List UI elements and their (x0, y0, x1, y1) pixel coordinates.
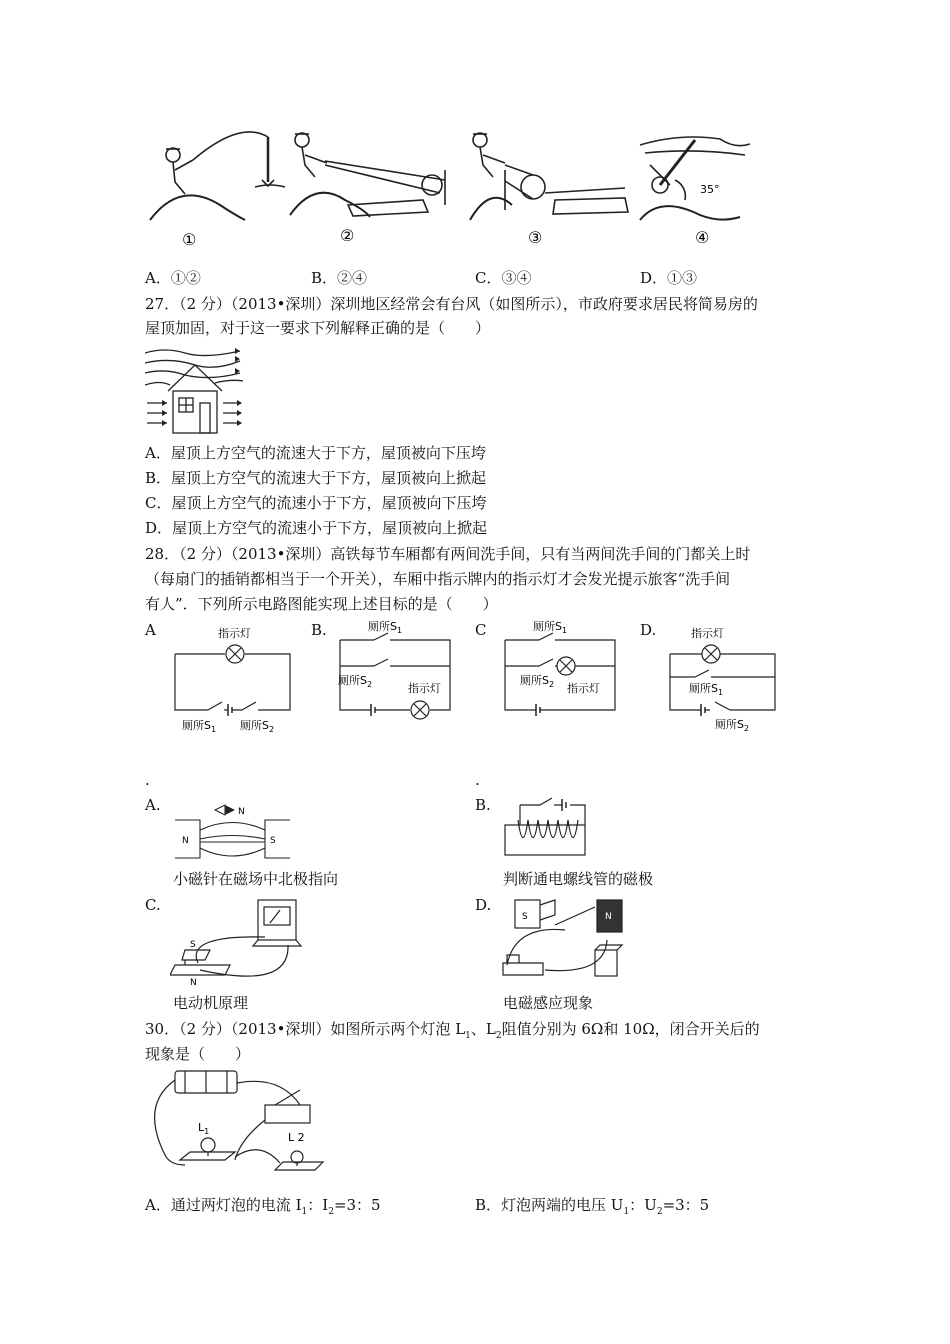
q30-stem-line2: 现象是（ ） (145, 1045, 251, 1063)
q28-option-d-letter[interactable]: D. (640, 621, 657, 639)
fig-label-1: ① (182, 230, 197, 249)
q29-magnet-figure (170, 800, 300, 862)
q29-option-c-letter[interactable]: C. (145, 896, 161, 914)
lamp-label: 指示灯 (567, 682, 600, 695)
q28-option-c-letter[interactable]: C (475, 621, 487, 639)
q29-caption-d: 电磁感应现象 (503, 994, 594, 1012)
q29-motor-figure (170, 895, 310, 985)
q28-option-a-letter[interactable]: A (145, 621, 156, 639)
q27-option-a[interactable]: A．屋顶上方空气的流速大于下方，屋顶被向下压垮 (145, 444, 486, 462)
switch-s1-label: 厕所$S_1$ (182, 719, 217, 734)
motor-n-label: N (190, 978, 197, 985)
q28-circuit-c (495, 616, 625, 728)
q27-stem-line2: 屋顶加固，对于这一要求下列解释正确的是（ ） (145, 319, 491, 337)
q28-circuit-b (330, 616, 460, 728)
q30-stem-line1: 30．（2 分）（2013•深圳）如图所示两个灯泡 $L_1$、$L_2$阻值分别为 6Ω和 10Ω，闭合开关后的 (145, 1020, 760, 1041)
q29-caption-a: 小磁针在磁场中北极指向 (173, 870, 339, 888)
lamp-l1-label: $L_1$ (198, 1121, 210, 1136)
q26-figure (140, 125, 760, 255)
q29-caption-c: 电动机原理 (173, 994, 249, 1012)
angle-label: 35° (700, 183, 720, 196)
q30-circuit-figure (140, 1065, 340, 1185)
magnet-s-label: S (270, 836, 276, 846)
q28-circuit-a (170, 622, 300, 734)
q29-option-d-letter[interactable]: D. (475, 896, 492, 914)
q27-stem-line1: 27．（2 分）（2013•深圳）深圳地区经常会有台风（如图所示），市政府要求居民将简易房的 (145, 295, 758, 313)
q27-option-b[interactable]: B．屋顶上方空气的流速大于下方，屋顶被向上掀起 (145, 469, 487, 487)
q28-stem-line1: 28．（2 分）（2013•深圳）高铁每节车厢都有两间洗手间，只有当两间洗手间的门都关上时 (145, 545, 751, 563)
q27-option-d[interactable]: D．屋顶上方空气的流速小于下方，屋顶被向上掀起 (145, 519, 488, 537)
q28-dot-right: . (475, 771, 480, 789)
q26-option-b[interactable]: B．②④ (311, 269, 368, 287)
q29-solenoid-figure (500, 795, 600, 860)
fig-label-2: ② (340, 226, 355, 245)
induction-s-label: S (522, 912, 528, 922)
fig-label-3: ③ (528, 228, 543, 247)
q27-option-c[interactable]: C．屋顶上方空气的流速小于下方，屋顶被向下压垮 (145, 494, 487, 512)
needle-n-label: N (238, 807, 245, 817)
q27-house-figure (145, 343, 245, 435)
q28-dot-left: . (145, 771, 150, 789)
induction-n-label: N (605, 912, 612, 922)
fig-label-4: ④ (695, 228, 710, 247)
q26-option-a[interactable]: A．①② (145, 269, 201, 287)
switch-s1-label: 厕所$S_1$ (689, 682, 724, 697)
q29-caption-b: 判断通电螺线管的磁极 (503, 870, 654, 888)
lamp-label: 指示灯 (408, 682, 441, 695)
switch-s2-label: 厕所$S_2$ (520, 674, 555, 689)
q26-option-c[interactable]: C．③④ (475, 269, 532, 287)
q29-option-b-letter[interactable]: B. (475, 796, 491, 814)
switch-s1-label: 厕所$S_1$ (368, 620, 403, 635)
q28-stem-line3: 有人”．下列所示电路图能实现上述目标的是（ ） (145, 595, 498, 613)
q29-option-a-letter[interactable]: A. (145, 796, 161, 814)
lamp-l2-label: L 2 (288, 1131, 305, 1144)
q28-option-b-letter[interactable]: B. (311, 621, 327, 639)
switch-s1-label: 厕所$S_1$ (533, 620, 568, 635)
q30-option-b[interactable]: B．灯泡两端的电压 $U_1$：$U_2=3$：5 (475, 1196, 710, 1217)
q30-option-a[interactable]: A．通过两灯泡的电流 $I_1$：$I_2=3$：5 (145, 1196, 381, 1217)
q28-stem-line2: （每扇门的插销都相当于一个开关），车厢中指示牌内的指示灯才会发光提示旅客“洗手间 (145, 570, 731, 588)
magnet-n-label: N (182, 836, 189, 846)
switch-s2-label: 厕所$S_2$ (240, 719, 275, 734)
lamp-label: 指示灯 (218, 627, 251, 640)
q28-circuit-d (665, 622, 795, 734)
q29-induction-figure (495, 895, 635, 985)
motor-s-label: S (190, 940, 196, 950)
lamp-label: 指示灯 (691, 627, 724, 640)
q26-option-d[interactable]: D．①③ (640, 269, 698, 287)
switch-s2-label: 厕所$S_2$ (715, 718, 750, 733)
switch-s2-label: 厕所$S_2$ (338, 674, 373, 689)
